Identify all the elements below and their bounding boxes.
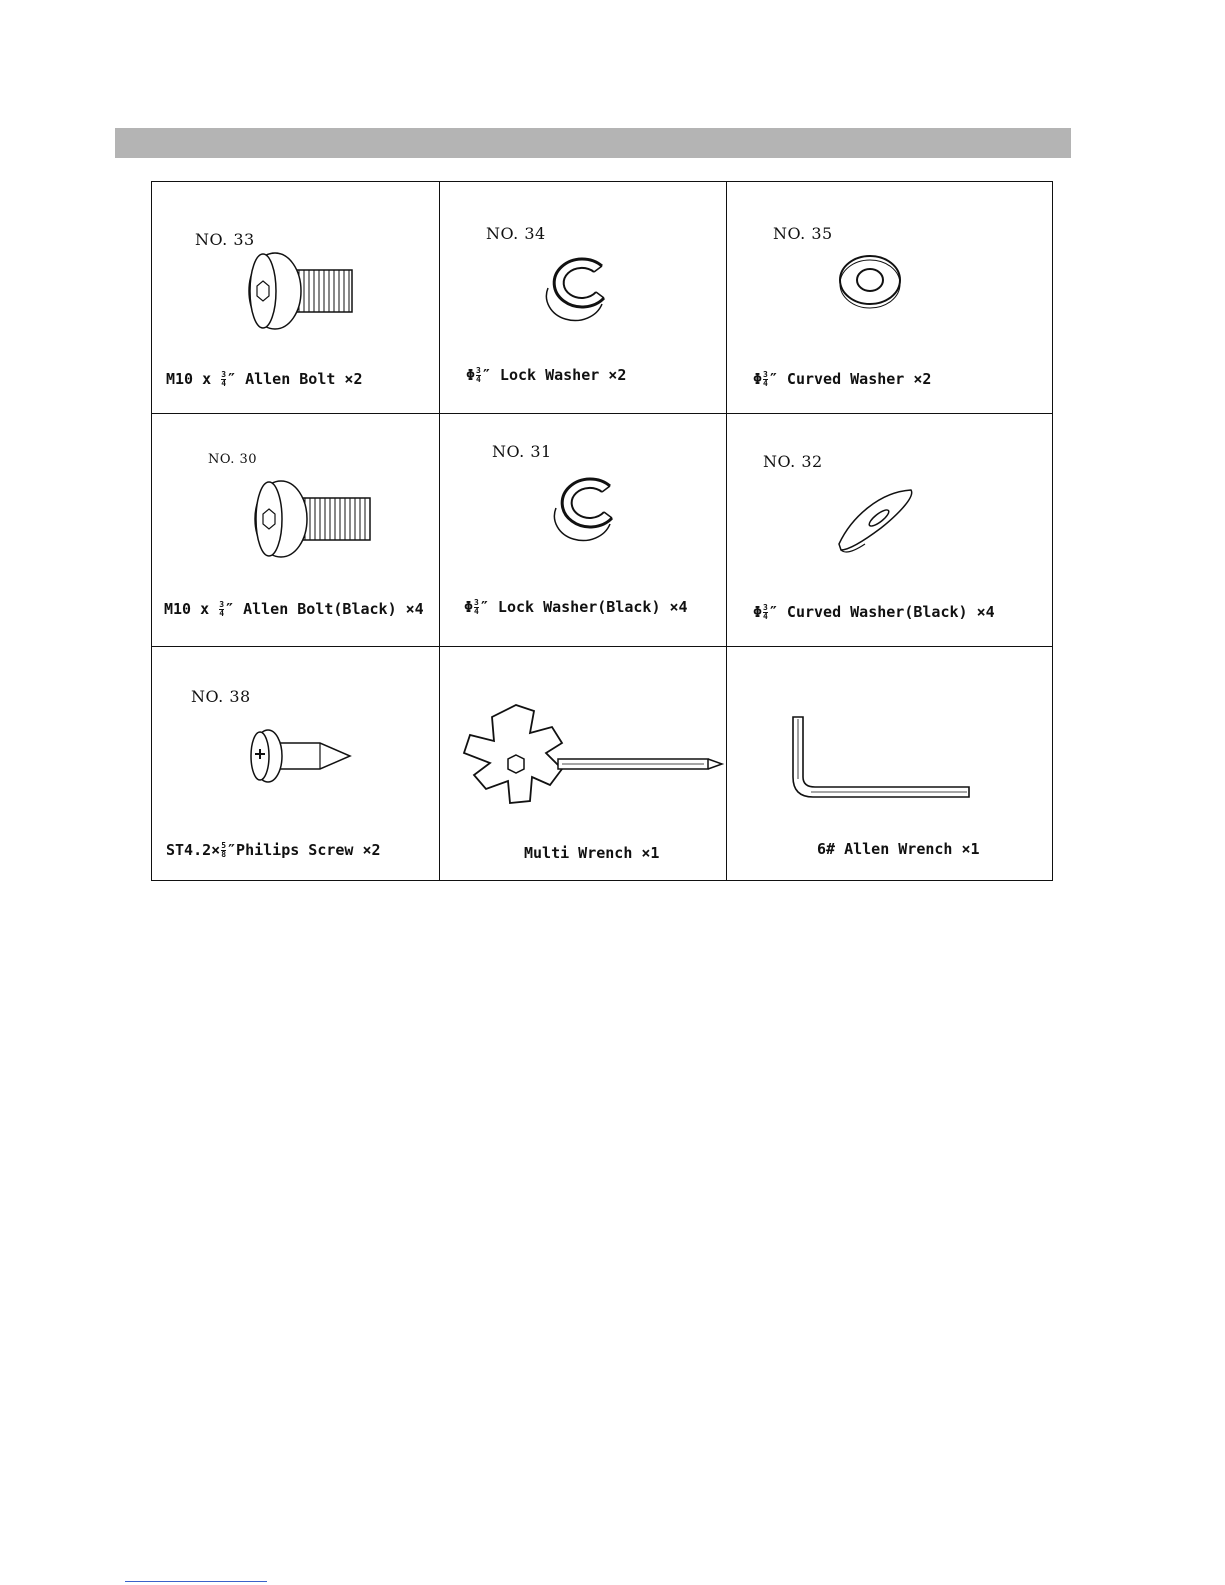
part-label: M10 x $\frac{3}{4}$ ″ Allen Bolt(Black) ×4 (164, 600, 424, 618)
part-label: Φ $\frac{3}{4}$ ″ Lock Washer ×2 (466, 366, 627, 384)
part-number: NO. 31 (492, 442, 552, 461)
part-label: Φ $\frac{3}{4}$ ″ Curved Washer(Black) ×4 (753, 603, 995, 621)
part-cell (440, 414, 727, 647)
part-label: M10 x $\frac{3}{4}$ ″ Allen Bolt ×2 (166, 370, 363, 388)
allen-wrench-icon (787, 713, 977, 803)
curved-washer-icon (831, 478, 921, 558)
allen-bolt-icon (242, 244, 372, 334)
part-cell (727, 182, 1053, 414)
part-number: NO. 34 (486, 224, 546, 243)
part-cell (440, 182, 727, 414)
footer-line (125, 1581, 267, 1583)
header-bar (115, 128, 1071, 158)
part-number: NO. 38 (191, 687, 251, 706)
lock-washer-icon (548, 472, 628, 542)
part-cell (152, 647, 440, 881)
part-label: ST4.2× $\frac{5}{8}$ ″Philips Screw ×2 (166, 841, 381, 859)
part-cell (152, 182, 440, 414)
part-label: Φ $\frac{3}{4}$ ″ Lock Washer(Black) ×4 (464, 598, 688, 616)
parts-grid (151, 181, 1053, 881)
part-number: NO. 30 (208, 452, 258, 467)
allen-bolt-icon (248, 472, 378, 562)
part-label: Φ $\frac{3}{4}$ ″ Curved Washer ×2 (753, 370, 932, 388)
part-cell (440, 647, 727, 881)
part-number: NO. 32 (763, 452, 823, 471)
part-label: Multi Wrench ×1 (524, 844, 660, 862)
part-cell (727, 647, 1053, 881)
part-cell (152, 414, 440, 647)
philips-screw-icon (238, 721, 358, 791)
part-number: NO. 35 (773, 224, 833, 243)
lock-washer-icon (540, 252, 620, 322)
flat-washer-icon (835, 252, 905, 312)
part-cell (727, 414, 1053, 647)
part-number: NO. 33 (195, 230, 255, 249)
part-label: 6# Allen Wrench ×1 (817, 840, 980, 858)
multi-wrench-icon (458, 697, 728, 827)
